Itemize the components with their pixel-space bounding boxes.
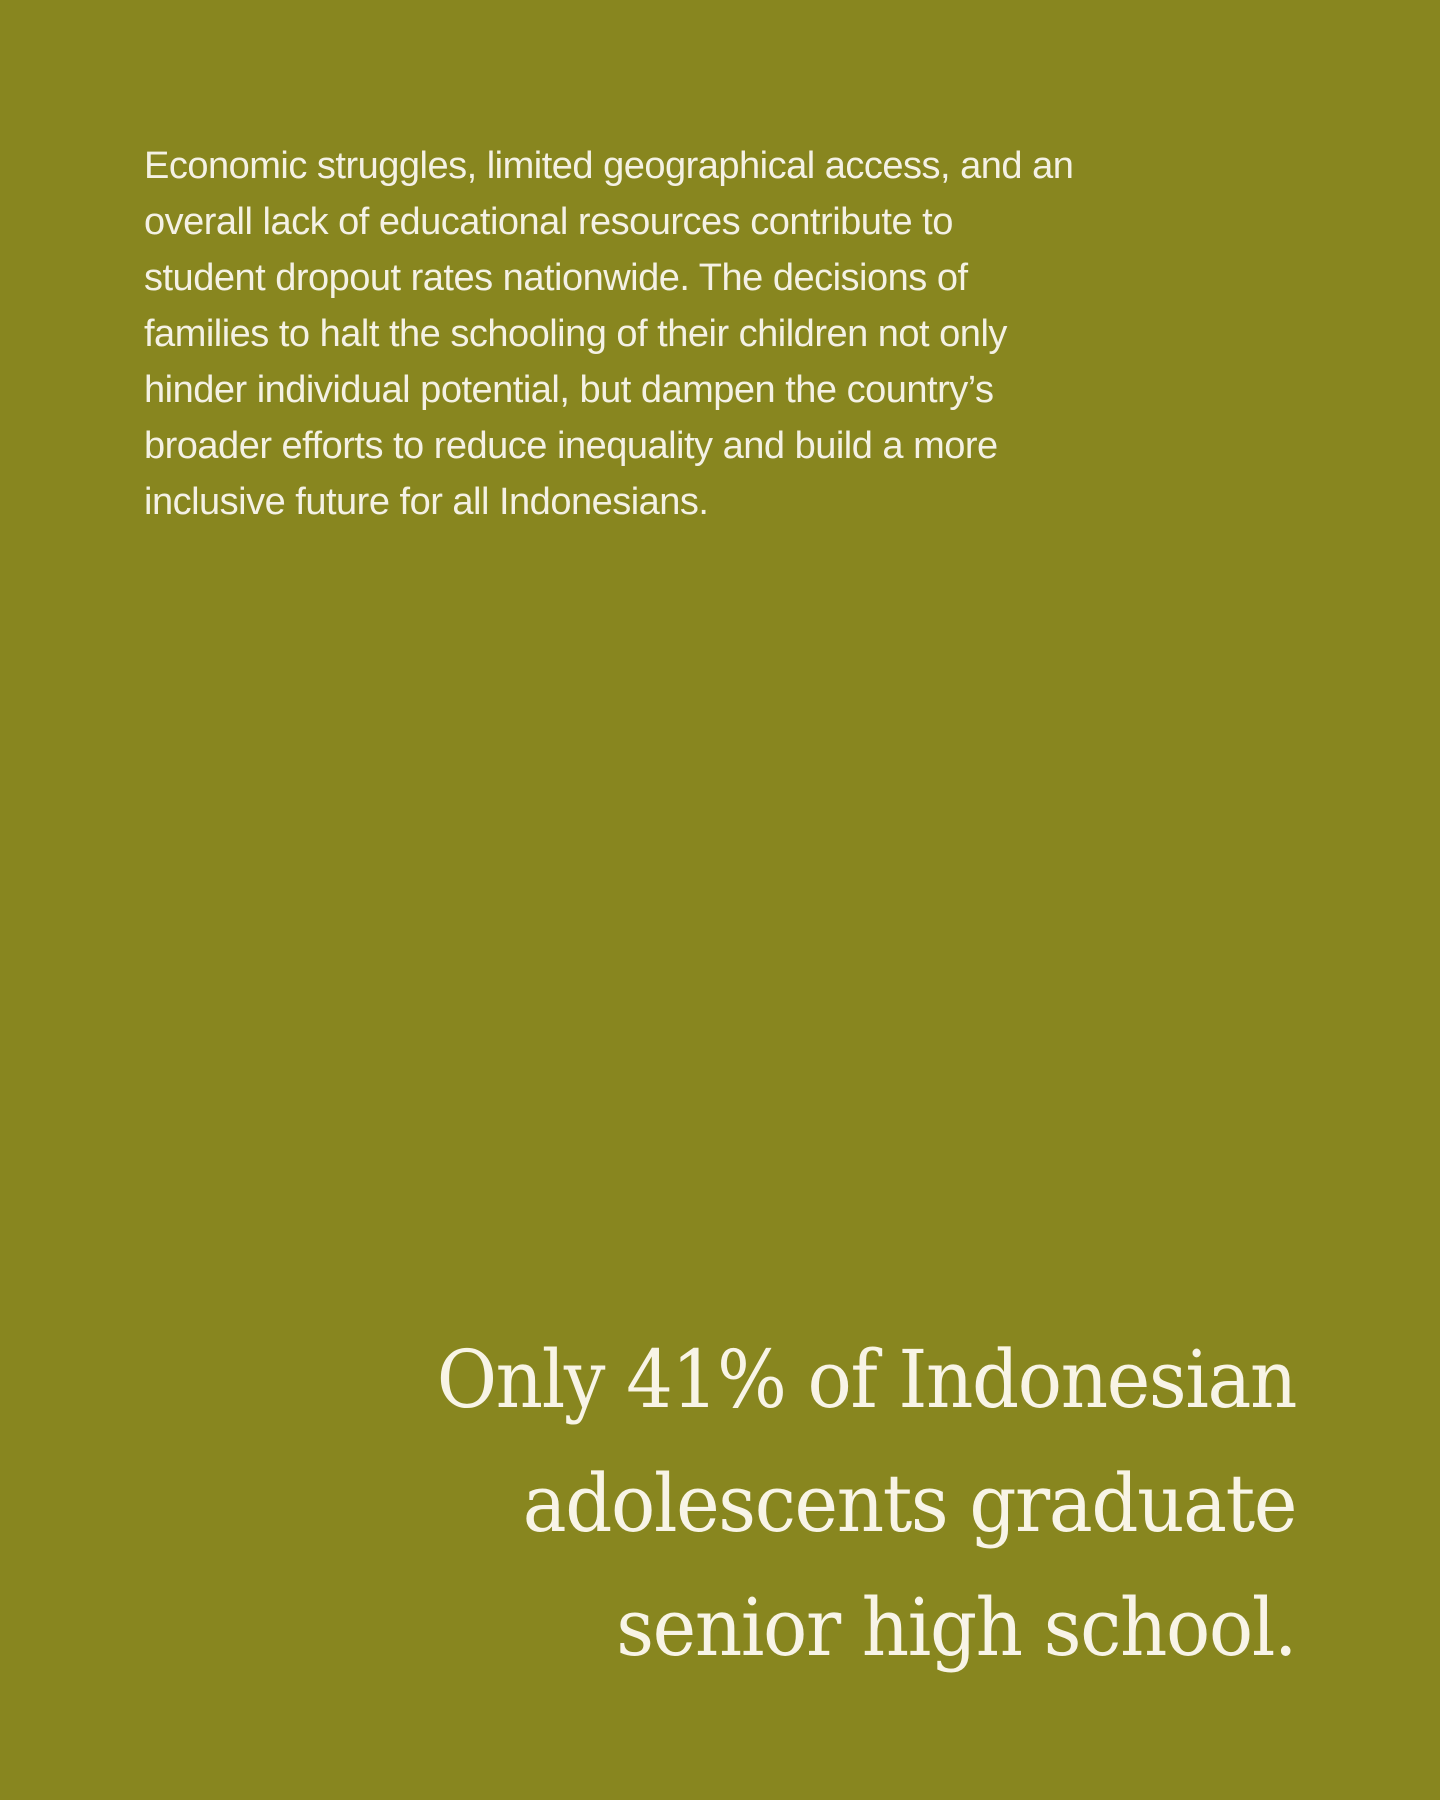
headline-statistic [376,1318,1296,1690]
body-paragraph-line: broader efforts to reduce inequality and build a more [144,425,998,467]
body-paragraph-line: families to halt the schooling of their children not only [144,313,1007,355]
headline-line: Only 41% of Indonesian [436,1333,1297,1426]
body-paragraph-line: inclusive future for all Indonesians. [144,481,709,523]
body-paragraph-line: overall lack of educational resources contribute to [144,201,953,243]
headline-line: adolescents graduate [522,1457,1296,1550]
body-paragraph-line: hinder individual potential, but dampen the country’s [144,369,994,411]
body-paragraph-line: Economic struggles, limited geographical access, and an [144,145,1074,187]
body-paragraph-line: student dropout rates nationwide. The decisions of [144,257,968,299]
headline-line: senior high school. [616,1581,1296,1674]
body-paragraph [144,138,1154,530]
